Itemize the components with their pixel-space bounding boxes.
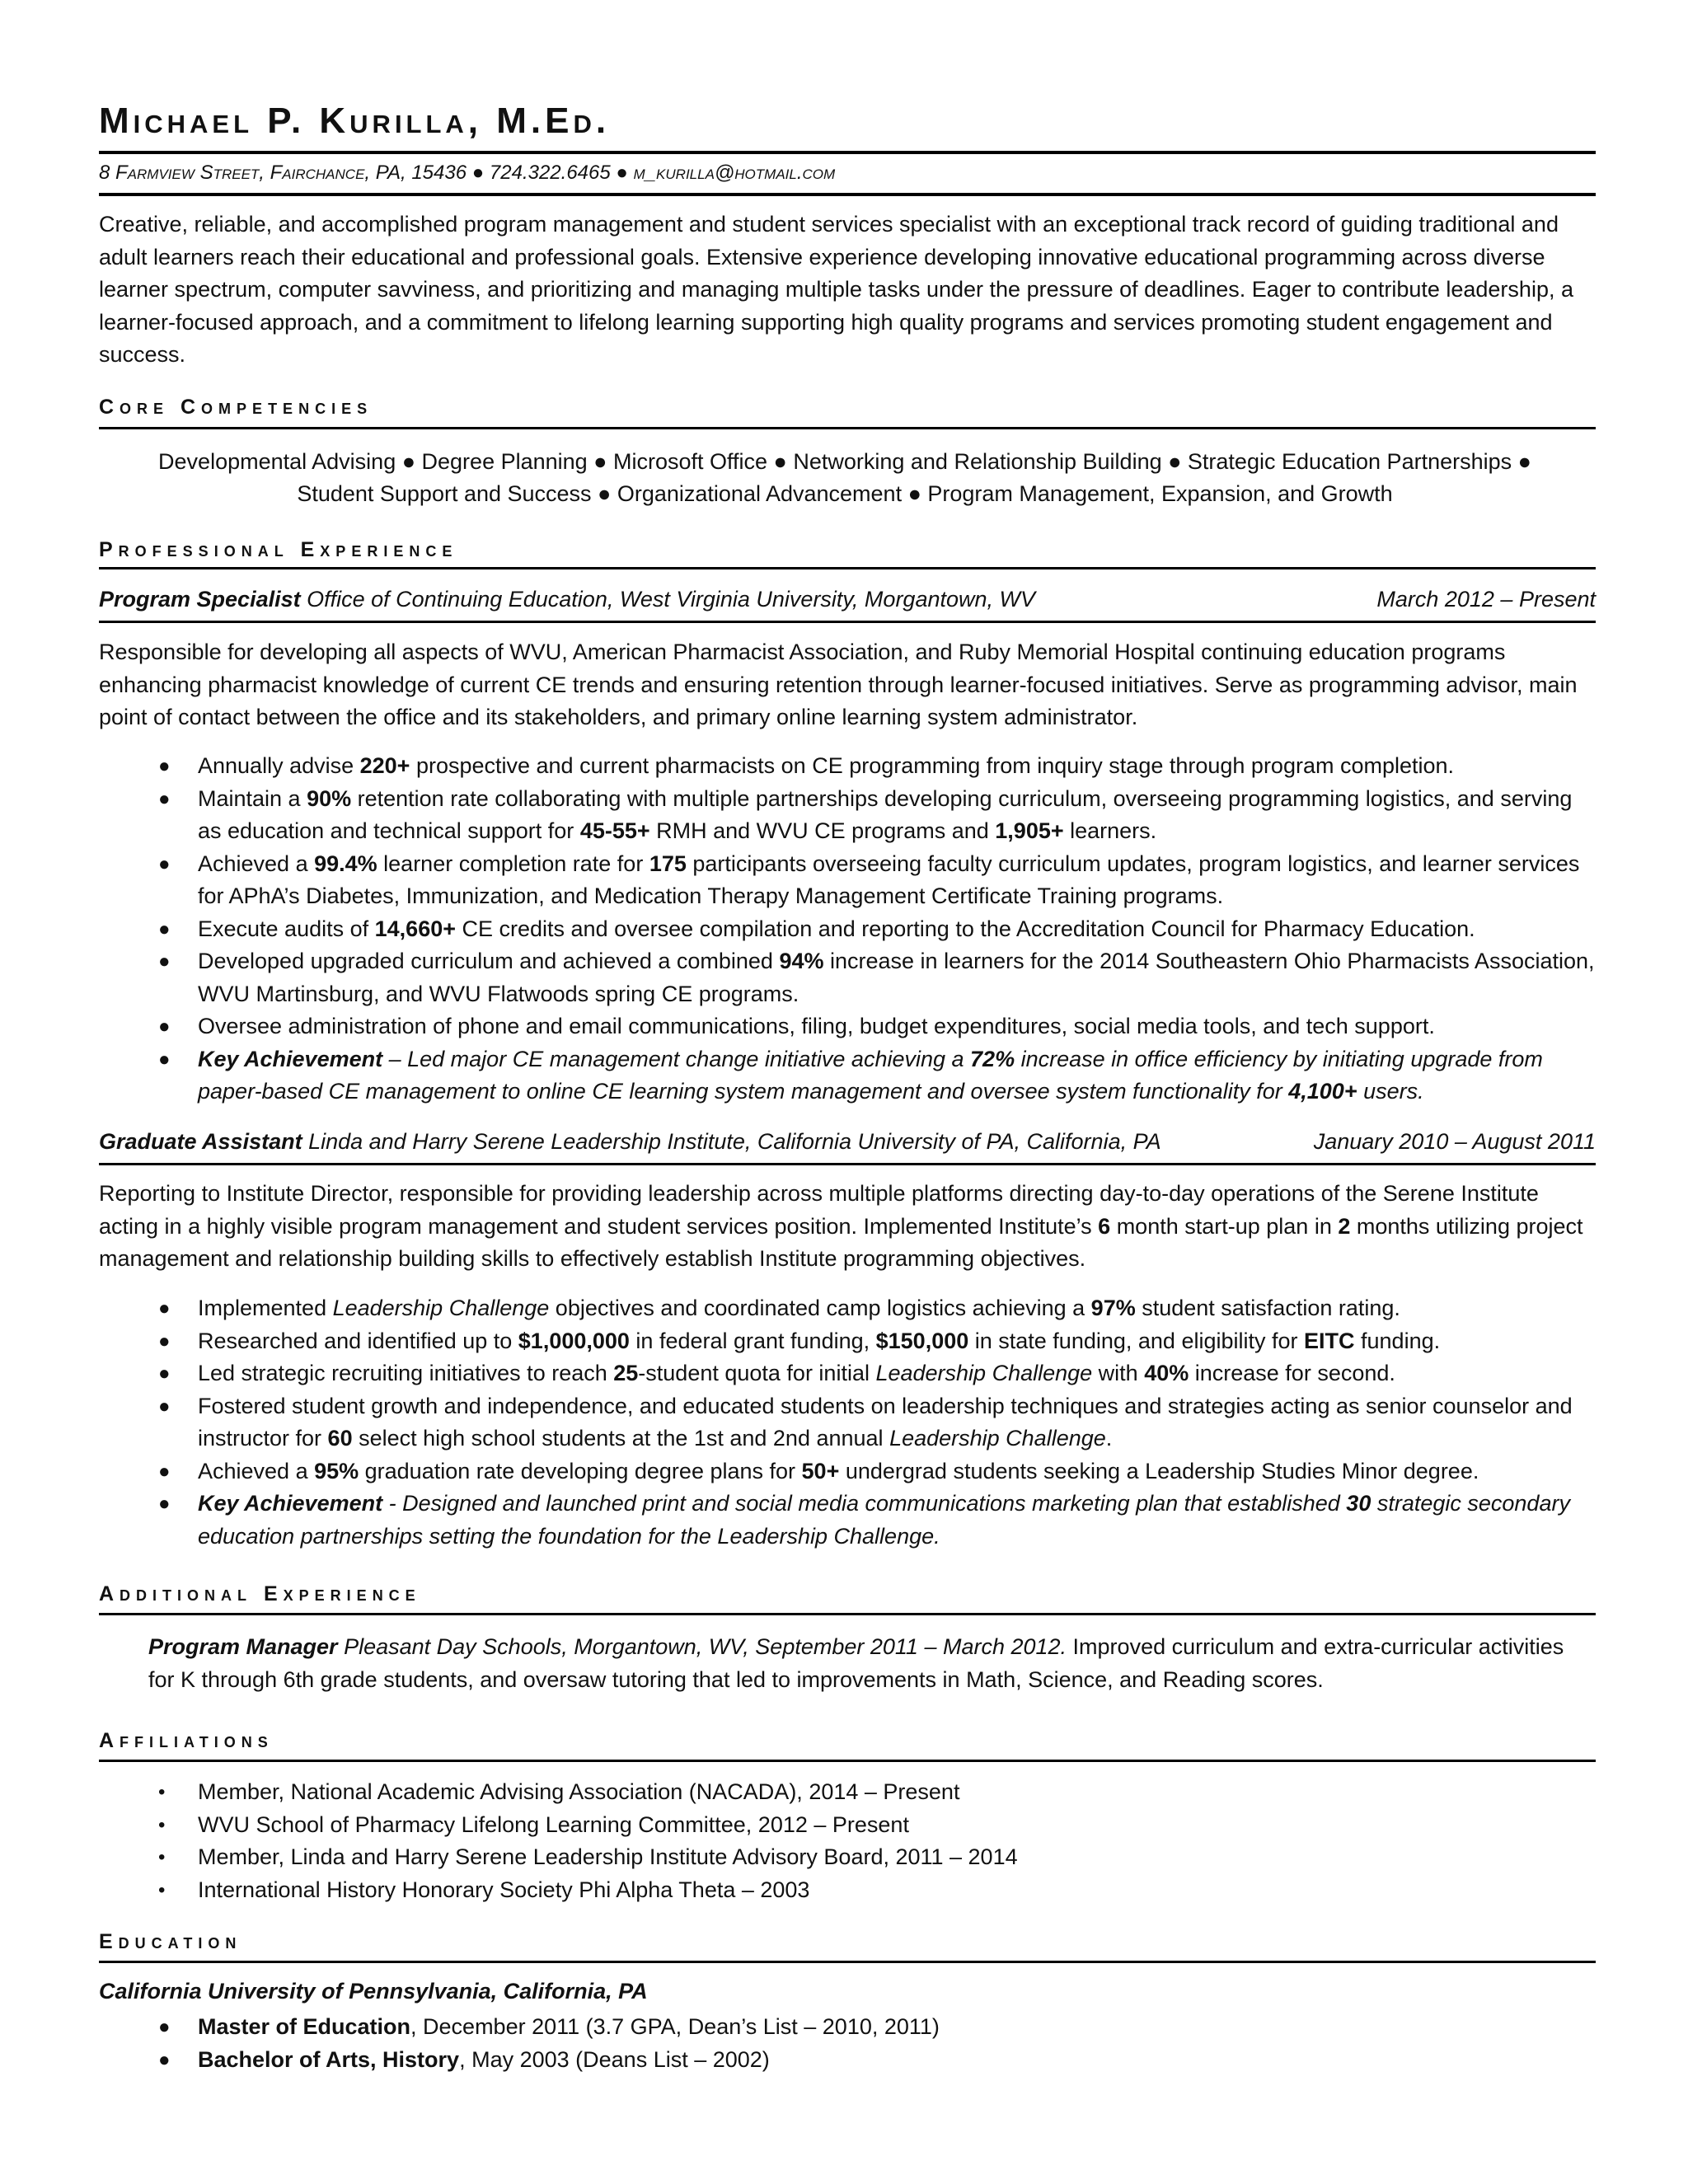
- job-dates: March 2012 – Present: [1376, 587, 1596, 612]
- section-rule: [99, 1613, 1596, 1615]
- list-item: • International History Honorary Society Phi Alpha Theta – 2003: [99, 1874, 1596, 1907]
- list-item: ● Key Achievement – Led major CE management change initiative achieving a 72% increase in office efficiency by initiating upgrade from paper-based CE management to online CE learning system management and oversee system functionality for 4,100+ users.: [99, 1043, 1596, 1108]
- job-bullets: [99, 1292, 1596, 1553]
- bullet-icon: ●: [158, 1047, 171, 1071]
- bullet-icon: ●: [158, 852, 171, 875]
- section-rule: [99, 427, 1596, 429]
- job-title: Program Specialist: [99, 587, 301, 612]
- bullet-icon: ●: [158, 1297, 171, 1319]
- competencies-line-1: Developmental Advising ● Degree Planning ● Microsoft Office ● Networking and Relationship Building ● Strategic Education Partnerships ●: [158, 449, 1531, 474]
- section-heading-affiliations: Affiliations: [99, 1729, 274, 1752]
- bullet-icon: ●: [158, 1015, 171, 1038]
- bullet-icon: ●: [158, 787, 171, 810]
- section-heading-additional: Additional Experience: [99, 1582, 421, 1605]
- bullet-icon: •: [158, 1846, 166, 1868]
- list-item: • Member, National Academic Advising Association (NACADA), 2014 – Present: [99, 1776, 1596, 1809]
- section-rule: [99, 567, 1596, 569]
- bullet-icon: ●: [158, 2048, 171, 2071]
- job-title: Graduate Assistant: [99, 1129, 302, 1154]
- bullet-icon: •: [158, 1813, 166, 1836]
- affiliations-list: [99, 1776, 1596, 1906]
- bullet-icon: ●: [158, 1460, 171, 1483]
- section-rule: [99, 1961, 1596, 1963]
- bullet-icon: ●: [158, 950, 171, 972]
- bullet-icon: •: [158, 1781, 166, 1803]
- section-heading-core: Core Competencies: [99, 396, 373, 419]
- bullet-icon: ●: [158, 1362, 171, 1385]
- job-rule: [99, 621, 1596, 623]
- list-item: ● Key Achievement - Designed and launched print and social media communications marketing plan that established 30 strategic secondary education partnerships setting the foundation for the Leadership Challenge.: [99, 1488, 1596, 1553]
- job-organization: Office of Continuing Education, West Virginia University, Morgantown, WV: [300, 587, 1036, 612]
- job-rule: [99, 1163, 1596, 1165]
- list-item: ● Developed upgraded curriculum and achieved a combined 94% increase in learners for the 2014 Southeastern Ohio Pharmacists Association, WVU Martinsburg, and WVU Flatwoods spring CE programs.: [99, 945, 1596, 1010]
- section-heading-experience: Professional Experience: [99, 538, 458, 561]
- list-item: ● Led strategic recruiting initiatives to reach 25-student quota for initial Leadership Challenge with 40% increase for second.: [99, 1357, 1596, 1390]
- job-header-graduate-assistant: [99, 1129, 1596, 1155]
- list-item: ● Annually advise 220+ prospective and current pharmacists on CE programming from inquiry stage through program completion.: [99, 750, 1596, 783]
- list-item: ● Bachelor of Arts, History, May 2003 (Deans List – 2002): [99, 2044, 1596, 2077]
- bullet-icon: ●: [158, 1394, 171, 1418]
- header-rule: [99, 151, 1596, 154]
- list-item: ● Maintain a 90% retention rate collaborating with multiple partnerships developing curriculum, overseeing programming logistics, and serving as education and technical support for 45-55+ RMH and WVU CE programs and 1,905+ learners.: [99, 783, 1596, 848]
- bullet-icon: ●: [158, 1493, 171, 1515]
- job-bullets: [99, 750, 1596, 1108]
- bullet-icon: •: [158, 1878, 166, 1901]
- job-organization: Linda and Harry Serene Leadership Institute, California University of PA, California, PA: [302, 1129, 1161, 1154]
- school-name: California University of Pennsylvania, California, PA: [99, 1979, 648, 2004]
- list-item: ● Implemented Leadership Challenge objectives and coordinated camp logistics achieving a 97% student satisfaction rating.: [99, 1292, 1596, 1325]
- bullet-icon: ●: [158, 755, 171, 777]
- job-description: Reporting to Institute Director, responsible for providing leadership across multiple platforms directing day-to-day operations of the Serene Institute acting in a highly visible program management and student services position. Implemented Institute’s 6 month start-up plan in 2 months utilizing project management and relationship building skills to effectively establish Institute programming objectives.: [99, 1181, 1583, 1271]
- job-description: Responsible for developing all aspects of WVU, American Pharmacist Association, and Ruby Memorial Hospital continuing education programs enhancing pharmacist knowledge of current CE trends and ensuring retention through learner-focused initiatives. Serve as programming advisor, main point of contact between the office and its stakeholders, and primary online learning system administrator.: [99, 640, 1578, 729]
- list-item: ● Fostered student growth and independence, and educated students on leadership techniques and strategies acting as senior counselor and instructor for 60 select high school students at the 1st and 2nd annual Leadership Challenge.: [99, 1390, 1596, 1455]
- bullet-icon: ●: [158, 1329, 171, 1352]
- summary-paragraph: Creative, reliable, and accomplished program management and student services specialist with an exceptional track record of guiding traditional and adult learners reach their educational and professional goals. Extensive experience developing innovative educational programming across diverse learner spectrum, computer savviness, and prioritizing and managing multiple tasks under the pressure of deadlines. Eager to contribute leadership, a learner-focused approach, and a commitment to lifelong learning supporting high quality programs and services promoting student engagement and success.: [99, 212, 1573, 367]
- section-rule: [99, 1760, 1596, 1762]
- list-item: ● Achieved a 99.4% learner completion rate for 175 participants overseeing faculty curriculum updates, program logistics, and learner services for APhA’s Diabetes, Immunization, and Medication Therapy Management Certificate Training programs.: [99, 848, 1596, 913]
- list-item: ● Execute audits of 14,660+ CE credits and oversee compilation and reporting to the Accreditation Council for Pharmacy Education.: [99, 913, 1596, 946]
- bullet-icon: ●: [158, 2016, 171, 2038]
- list-item: ● Researched and identified up to $1,000,000 in federal grant funding, $150,000 in state funding, and eligibility for EITC funding.: [99, 1325, 1596, 1358]
- list-item: ● Achieved a 95% graduation rate developing degree plans for 50+ undergrad students seeking a Leadership Studies Minor degree.: [99, 1455, 1596, 1488]
- job-dates: January 2010 – August 2011: [1313, 1129, 1596, 1154]
- section-heading-education: Education: [99, 1930, 242, 1953]
- degrees-list: [99, 2011, 1596, 2076]
- additional-experience-entry: Program Manager Pleasant Day Schools, Morgantown, WV, September 2011 – March 2012. Improved curriculum and extra-curricular activities for K through 6th grade students, and oversaw tutoring that led to improvements in Math, Science, and Reading scores.: [148, 1634, 1564, 1692]
- list-item: ● Master of Education, December 2011 (3.7 GPA, Dean’s List – 2010, 2011): [99, 2011, 1596, 2044]
- bullet-icon: ●: [158, 917, 171, 940]
- competencies-line-2: Student Support and Success ● Organizational Advancement ● Program Management, Expansion, and Growth: [297, 481, 1393, 506]
- contact-line: 8 Farmview Street, Fairchance, PA, 15436 ● 724.322.6465 ● m_kurilla@hotmail.com: [99, 162, 836, 184]
- list-item: ● Oversee administration of phone and email communications, filing, budget expenditures, social media tools, and tech support.: [99, 1010, 1596, 1043]
- contact-rule: [99, 193, 1596, 196]
- list-item: • Member, Linda and Harry Serene Leadership Institute Advisory Board, 2011 – 2014: [99, 1841, 1596, 1874]
- list-item: • WVU School of Pharmacy Lifelong Learning Committee, 2012 – Present: [99, 1809, 1596, 1842]
- candidate-name: Michael P. Kurilla, M.Ed.: [99, 101, 611, 141]
- job-header-program-specialist: [99, 587, 1596, 612]
